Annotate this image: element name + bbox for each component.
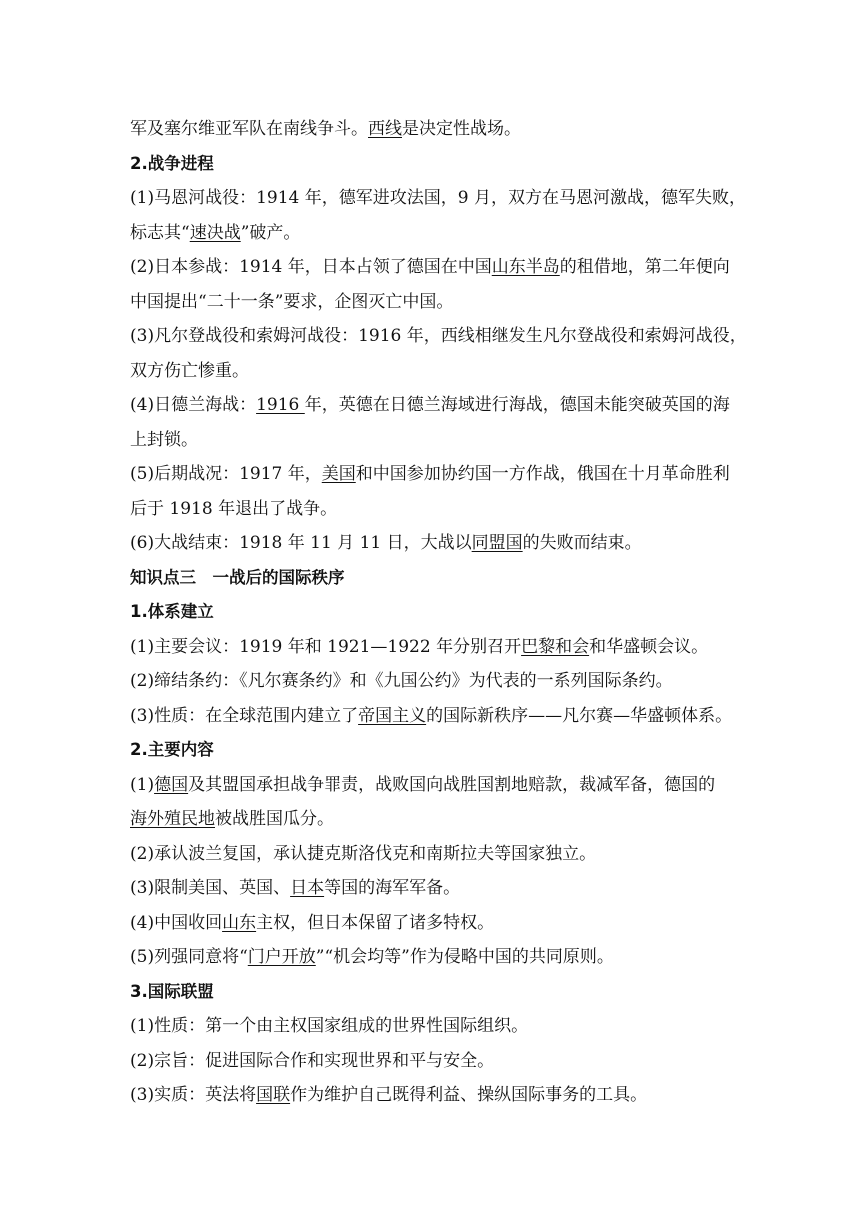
underlined-answer: 国联 — [256, 1085, 291, 1105]
text-segment: ”破产。 — [240, 222, 301, 243]
text-segment: (1)马恩河战役：1914 年，德军进攻法国，9 月，双方在马恩河激战，德军失败， — [130, 188, 746, 208]
text-line — [130, 940, 742, 975]
text-line — [130, 216, 742, 251]
text-line — [130, 112, 742, 147]
text-line — [130, 181, 746, 216]
text-line — [130, 1044, 742, 1079]
text-segment: (3)实质：英法将 — [130, 1085, 257, 1105]
text-segment: (4)日德兰海战： — [130, 395, 257, 415]
underlined-answer: 山东 — [222, 912, 257, 933]
text-segment: 等国的海军军备。 — [324, 878, 461, 898]
underlined-answer: 山东半岛 — [491, 257, 560, 277]
section-heading — [130, 595, 742, 630]
text-line — [130, 423, 742, 458]
text-segment: (1)主要会议：1919 年和 1921—1922 年分别召开 — [130, 636, 522, 657]
text-line — [130, 768, 742, 803]
text-segment: 年，英德在日德兰海域进行海战，德国未能突破英国的海 — [304, 395, 730, 415]
text-line — [130, 457, 742, 492]
section-heading — [130, 561, 742, 596]
text-line — [130, 871, 742, 906]
section-heading — [130, 975, 742, 1010]
heading-text: 知识点三 一战后的国际秩序 — [130, 567, 345, 587]
heading-text: 2.战争进程 — [130, 153, 214, 173]
section-heading — [130, 733, 742, 768]
text-segment: 和中国参加协约国一方作战，俄国在十月革命胜利 — [355, 464, 730, 484]
heading-text: 1.体系建立 — [130, 602, 214, 621]
text-line — [130, 1078, 742, 1113]
heading-text: 3.国际联盟 — [130, 981, 214, 1001]
text-line — [130, 802, 742, 837]
text-segment: 中国提出“二十一条”要求，企图灭亡中国。 — [130, 291, 454, 312]
text-line — [130, 906, 742, 941]
underlined-answer: 美国 — [321, 464, 356, 484]
text-segment: (2)承认波兰复国，承认捷克斯洛伐克和南斯拉夫等国家独立。 — [130, 843, 597, 864]
heading-text: 2.主要内容 — [130, 740, 214, 759]
text-segment: 主权，但日本保留了诸多特权。 — [256, 912, 495, 933]
text-segment: (2)缔结条约：《凡尔赛条约》和《九国公约》为代表的一系列国际条约。 — [130, 671, 673, 691]
underlined-answer: 海外殖民地 — [130, 809, 215, 829]
underlined-answer: 速决战 — [189, 222, 241, 243]
text-segment: 作为维护自己既得利益、操纵国际事务的工具。 — [290, 1085, 648, 1105]
underlined-answer: 门户开放 — [247, 947, 316, 967]
text-line — [130, 837, 742, 872]
text-segment: (6)大战结束：1918 年 11 月 11 日，大战以 — [130, 533, 472, 553]
text-segment: 上封锁。 — [130, 429, 198, 450]
text-segment: (1) — [130, 774, 155, 795]
text-line — [130, 492, 742, 527]
text-line — [130, 285, 742, 320]
underlined-answer: 同盟国 — [471, 533, 523, 553]
text-segment: (2)日本参战：1914 年，日本占领了德国在中国 — [130, 257, 492, 277]
text-line — [130, 319, 747, 354]
text-segment: ”“机会均等”作为侵略中国的共同原则。 — [315, 947, 614, 967]
text-line — [130, 1009, 742, 1044]
text-segment: 及其盟国承担战争罪责，战败国向战胜国割地赔款，裁减军备，德国的 — [188, 774, 716, 795]
text-segment: (2)宗旨：促进国际合作和实现世界和平与安全。 — [130, 1050, 495, 1071]
text-segment: 双方伤亡惨重。 — [130, 360, 249, 381]
text-segment: (3)凡尔登战役和索姆河战役：1916 年，西线相继发生凡尔登战役和索姆河战役， — [130, 326, 747, 346]
text-segment: 后于 1918 年退出了战争。 — [130, 498, 338, 519]
text-line — [130, 664, 742, 699]
text-line — [130, 699, 742, 734]
text-line — [130, 354, 742, 389]
text-segment: 的国际新秩序——凡尔赛—华盛顿体系。 — [426, 705, 733, 726]
text-line — [130, 630, 742, 665]
section-heading — [130, 147, 742, 182]
text-segment: 被战胜国瓜分。 — [215, 809, 334, 829]
text-line — [130, 526, 742, 561]
document-body — [130, 112, 747, 1113]
text-segment: 和华盛顿会议。 — [589, 636, 709, 657]
text-segment: 标志其“ — [130, 222, 190, 243]
underlined-answer: 帝国主义 — [358, 705, 427, 726]
text-line — [130, 388, 742, 423]
underlined-answer: 西线 — [368, 119, 402, 139]
text-segment: 的失败而结束。 — [522, 533, 642, 553]
underlined-answer: 巴黎和会 — [521, 636, 590, 657]
underlined-answer: 日本 — [290, 878, 325, 898]
text-segment: (5)列强同意将“ — [130, 947, 248, 967]
text-segment: (3)性质：在全球范围内建立了 — [130, 705, 359, 726]
text-segment: 军及塞尔维亚军队在南线争斗。 — [130, 119, 368, 139]
text-segment: (4)中国收回 — [130, 912, 223, 933]
text-segment: (3)限制美国、英国、 — [130, 878, 291, 898]
text-line — [130, 250, 742, 285]
underlined-answer: 1916 — [256, 395, 305, 415]
text-segment: 的租借地，第二年便向 — [559, 257, 730, 277]
text-segment: (1)性质：第一个由主权国家组成的世界性国际组织。 — [130, 1016, 529, 1036]
text-segment: 是决定性战场。 — [402, 119, 521, 139]
underlined-answer: 德国 — [154, 774, 189, 795]
text-segment: (5)后期战况：1917 年， — [130, 464, 322, 484]
